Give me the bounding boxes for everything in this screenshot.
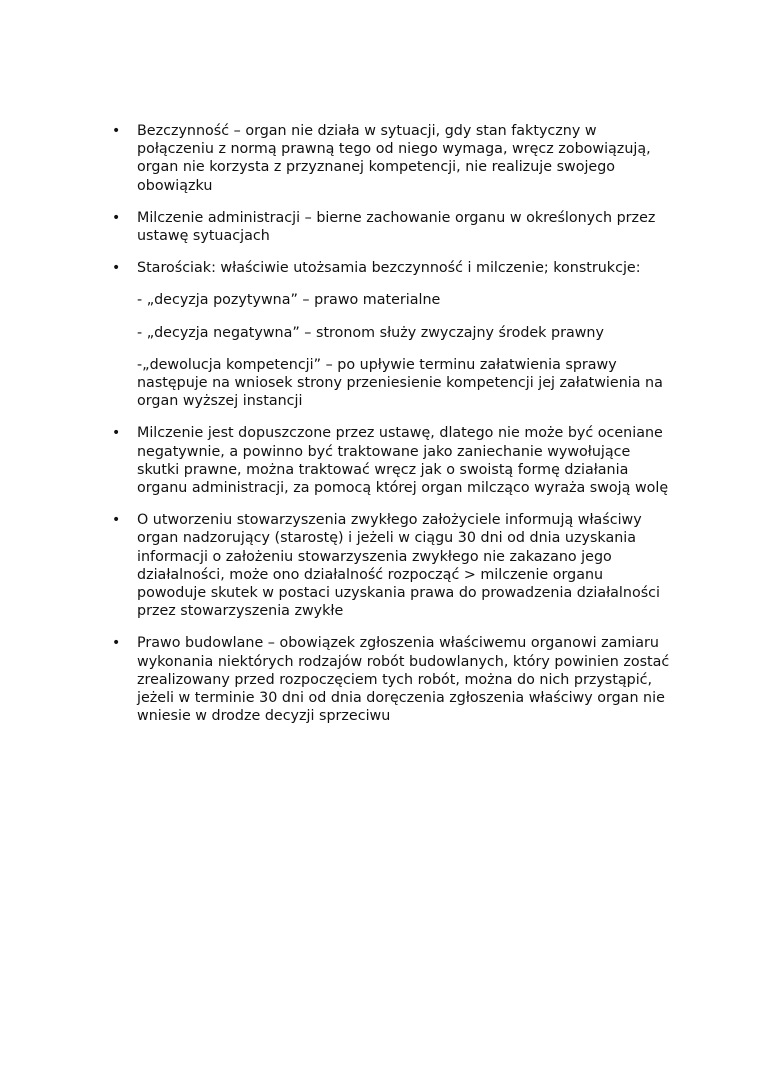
list-item-text: Starościak: właściwie utożsamia bezczynność i milczenie; konstrukcje: bbox=[137, 260, 641, 277]
sub-item-decyzja-pozytywna: - „decyzja pozytywna” – prawo materialne bbox=[137, 292, 441, 309]
list-item-text: Milczenie administracji – bierne zachowanie organu w określonych przez ustawę sytuacjach bbox=[137, 209, 656, 245]
list-item-stowarzyszenie-zwykle bbox=[112, 511, 672, 620]
list-item-starosciak bbox=[112, 259, 672, 410]
bullet-icon: • bbox=[112, 260, 121, 277]
sub-item-dewolucja-kompetencji: -„dewolucja kompetencji” – po upływie terminu załatwienia sprawy następuje na wniosek strony przeniesienie kompetencji jej załatwienia na organ wyższej instancji bbox=[137, 356, 663, 410]
list-item-milczenie-dopuszczone bbox=[112, 424, 672, 497]
bullet-icon: • bbox=[112, 635, 121, 652]
list-item-prawo-budowlane bbox=[112, 634, 672, 725]
bullet-list bbox=[112, 122, 672, 739]
bullet-icon: • bbox=[112, 123, 121, 139]
list-item-milczenie-administracji bbox=[112, 209, 672, 245]
bullet-icon: • bbox=[112, 512, 121, 529]
bullet-icon: • bbox=[112, 425, 121, 442]
list-item-bezczynnosc bbox=[112, 122, 672, 195]
list-item-text: O utworzeniu stowarzyszenia zwykłego założyciele informują właściwy organ nadzorujący (starostę) i jeżeli w ciągu 30 dni od dnia uzyskania informacji o założeniu stowarzyszenia zwykłego nie zakazano jego działalności, może ono działalność rozpocząć > milczenie organu powoduje skutek w postaci uzyskania prawa do prowadzenia działalności przez stowarzyszenia zwykłe bbox=[137, 512, 660, 620]
list-item-text: Bezczynność – organ nie działa w sytuacji, gdy stan faktyczny w połączeniu z normą prawną tego od niego wymaga, wręcz zobowiązują, organ nie korzysta z przyznanej kompetencji, nie realizuje swojego obowiązku bbox=[137, 123, 651, 194]
list-item-text: Milczenie jest dopuszczone przez ustawę, dlatego nie może być oceniane negatywnie, a powinno być traktowane jako zaniechanie wywołujące skutki prawne, można traktować wręcz jak o swoistą formę działania organu administracji, za pomocą której organ milcząco wyraża swoją wolę bbox=[137, 425, 669, 497]
bullet-icon: • bbox=[112, 209, 121, 226]
sub-item-decyzja-negatywna: - „decyzja negatywna” – stronom służy zwyczajny środek prawny bbox=[137, 324, 604, 341]
list-item-text: Prawo budowlane – obowiązek zgłoszenia właściwemu organowi zamiaru wykonania niektórych rodzajów robót budowlanych, który powinien zostać zrealizowany przed rozpoczęciem tych robót, można do nich przystąpić, jeżeli w terminie 30 dni od dnia doręczenia zgłoszenia właściwy organ nie wniesie w drodze decyzji sprzeciwu bbox=[137, 635, 670, 725]
